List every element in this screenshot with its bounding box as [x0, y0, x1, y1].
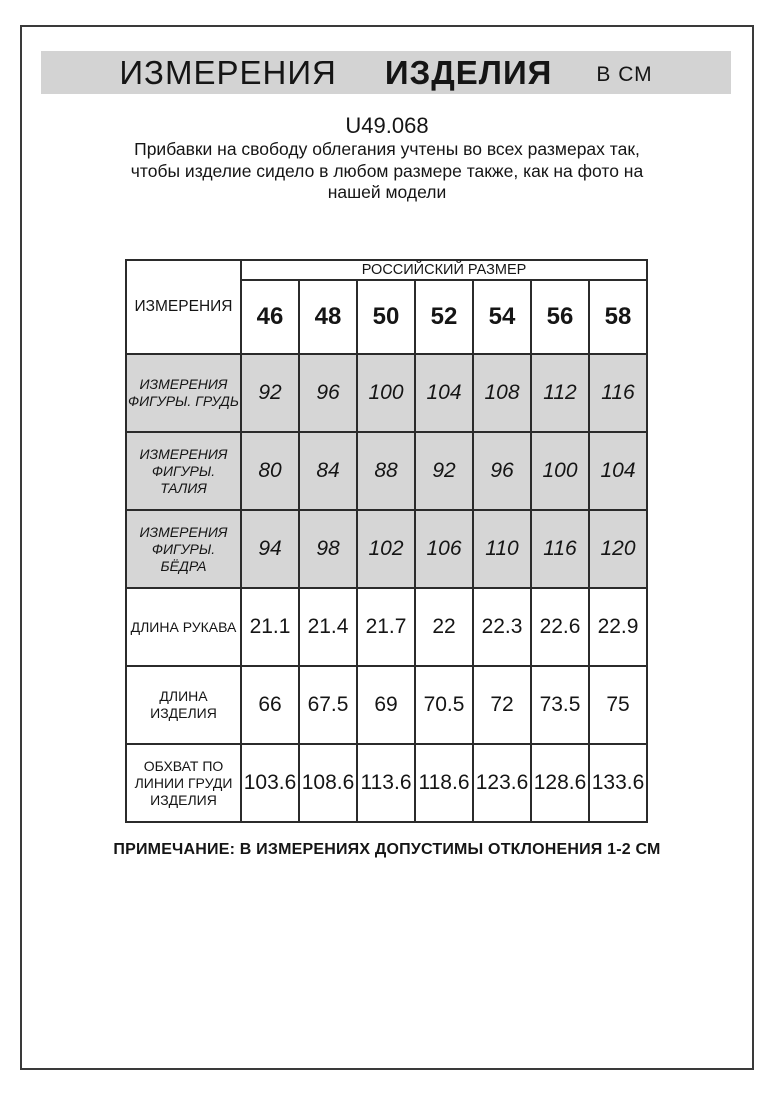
title-word-measurements: ИЗМЕРЕНИЯ — [119, 53, 337, 91]
row-label: ОБХВАТ ПО ЛИНИИ ГРУДИ ИЗДЕЛИЯ — [126, 744, 241, 822]
size-cell: 52 — [415, 280, 473, 354]
article-number: U49.068 — [345, 113, 429, 138]
value-cell: 116 — [589, 354, 647, 432]
row-label: ДЛИНА ИЗДЕЛИЯ — [126, 666, 241, 744]
size-cell: 56 — [531, 280, 589, 354]
value-cell: 84 — [299, 432, 357, 510]
value-cell: 96 — [473, 432, 531, 510]
table-group-header-row — [126, 260, 647, 280]
russian-size-header: РОССИЙСКИЙ РАЗМЕР — [241, 260, 647, 280]
value-cell: 110 — [473, 510, 531, 588]
table-row-sleeve-length — [126, 588, 647, 666]
value-cell: 22.9 — [589, 588, 647, 666]
value-cell: 113.6 — [357, 744, 415, 822]
value-cell: 92 — [415, 432, 473, 510]
fit-description — [107, 139, 667, 204]
value-cell: 106 — [415, 510, 473, 588]
value-cell: 128.6 — [531, 744, 589, 822]
page-title — [41, 51, 731, 94]
value-cell: 104 — [589, 432, 647, 510]
value-cell: 118.6 — [415, 744, 473, 822]
value-cell: 96 — [299, 354, 357, 432]
value-cell: 104 — [415, 354, 473, 432]
size-cell: 46 — [241, 280, 299, 354]
value-cell: 22.3 — [473, 588, 531, 666]
size-cell: 58 — [589, 280, 647, 354]
value-cell: 75 — [589, 666, 647, 744]
table-row-chest — [126, 354, 647, 432]
value-cell: 112 — [531, 354, 589, 432]
value-cell: 80 — [241, 432, 299, 510]
value-cell: 21.7 — [357, 588, 415, 666]
size-cell: 50 — [357, 280, 415, 354]
value-cell: 133.6 — [589, 744, 647, 822]
measurements-table — [125, 259, 648, 823]
row-label: ИЗМЕРЕНИЯ ФИГУРЫ. БЁДРА — [126, 510, 241, 588]
value-cell: 100 — [357, 354, 415, 432]
table-row-hips — [126, 510, 647, 588]
fit-description-line: Прибавки на свободу облегания учтены во всех размерах так, — [134, 139, 640, 159]
value-cell: 120 — [589, 510, 647, 588]
value-cell: 102 — [357, 510, 415, 588]
value-cell: 123.6 — [473, 744, 531, 822]
page-border — [20, 25, 754, 1070]
row-label: ИЗМЕРЕНИЯ ФИГУРЫ. ГРУДЬ — [126, 354, 241, 432]
value-cell: 94 — [241, 510, 299, 588]
size-cell: 48 — [299, 280, 357, 354]
size-cell: 54 — [473, 280, 531, 354]
fit-description-line: чтобы изделие сидело в любом размере также, как на фото на — [130, 160, 644, 181]
value-cell: 108.6 — [299, 744, 357, 822]
value-cell: 116 — [531, 510, 589, 588]
value-cell: 98 — [299, 510, 357, 588]
row-label: ДЛИНА РУКАВА — [126, 588, 241, 666]
value-cell: 103.6 — [241, 744, 299, 822]
value-cell: 21.4 — [299, 588, 357, 666]
table-row-chest-girth-item — [126, 744, 647, 822]
value-cell: 69 — [357, 666, 415, 744]
tolerance-note: ПРИМЕЧАНИЕ: В ИЗМЕРЕНИЯХ ДОПУСТИМЫ ОТКЛОНЕНИЯ 1-2 СМ — [113, 841, 661, 858]
table-row-waist — [126, 432, 647, 510]
table-row-item-length — [126, 666, 647, 744]
value-cell: 66 — [241, 666, 299, 744]
row-label: ИЗМЕРЕНИЯ ФИГУРЫ. ТАЛИЯ — [126, 432, 241, 510]
value-cell: 73.5 — [531, 666, 589, 744]
value-cell: 67.5 — [299, 666, 357, 744]
value-cell: 21.1 — [241, 588, 299, 666]
title-word-product: ИЗДЕЛИЯ — [384, 53, 553, 91]
value-cell: 108 — [473, 354, 531, 432]
corner-label: ИЗМЕРЕНИЯ — [126, 260, 241, 354]
value-cell: 92 — [241, 354, 299, 432]
value-cell: 88 — [357, 432, 415, 510]
value-cell: 72 — [473, 666, 531, 744]
value-cell: 100 — [531, 432, 589, 510]
value-cell: 70.5 — [415, 666, 473, 744]
value-cell: 22 — [415, 588, 473, 666]
value-cell: 22.6 — [531, 588, 589, 666]
title-unit-cm: В СМ — [596, 62, 653, 86]
fit-description-line: нашей модели — [327, 182, 447, 202]
